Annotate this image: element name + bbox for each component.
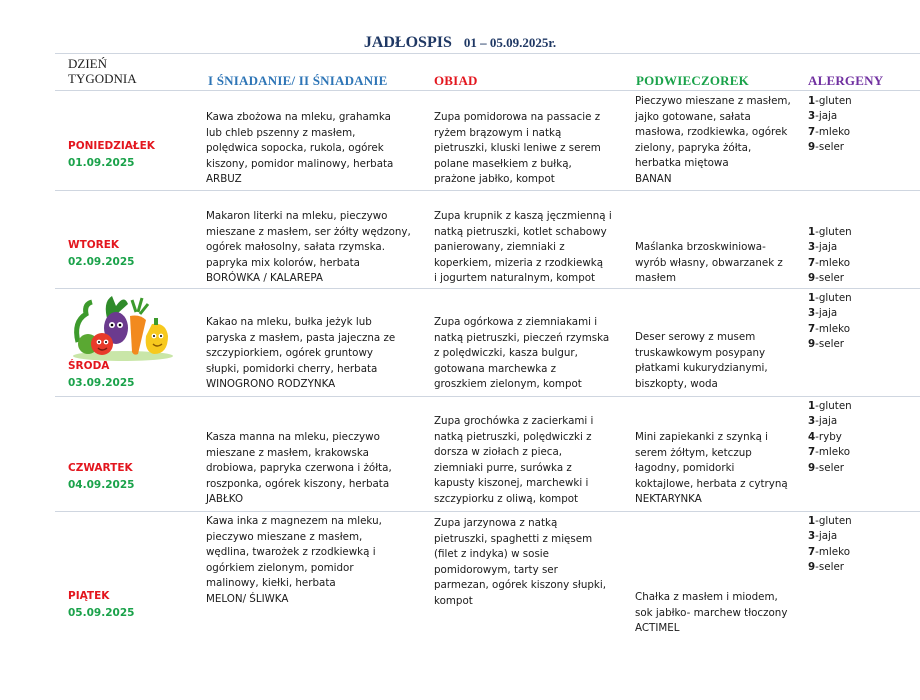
lunch-cell-line: panierowany, ziemniaki z [434,241,565,254]
lunch-cell [434,414,593,508]
breakfast-cell-line: roszponka, ogórek kiszony, herbata [206,477,390,490]
breakfast-cell [206,514,382,608]
lunch-cell [434,516,606,610]
breakfast-cell [206,315,395,393]
allergens-cell [808,399,852,476]
allergen-label: -seler [815,461,845,474]
divider [55,190,920,191]
lunch-cell [434,315,609,393]
lunch-cell-line: i jogurtem naturalnym, kompot [434,272,596,285]
allergen-item [808,291,852,306]
breakfast-cell-line: pieczywo mieszane z masłem, [206,530,363,543]
header-day-line2: TYGODNIA [68,71,137,86]
lunch-cell-line: pomidorowym, tarty ser [434,563,558,576]
allergen-item [808,445,852,460]
allergen-number: 1 [808,95,816,107]
breakfast-cell-line: mieszane z masłem, krakowska [206,446,369,459]
snack-cell-line: truskawkowym posypany [635,346,766,359]
breakfast-cell [206,110,393,188]
lunch-cell-line: Zupa grochówka z zacierkami i [434,415,594,427]
day-date: 01.09.2025 [68,157,135,169]
snack-cell-line: masłowa, rzodkiewka, ogórek [635,126,788,139]
divider [55,396,920,397]
day-cell [68,460,134,494]
snack-cell [635,590,787,637]
lunch-cell-line: (filet z indyka) w sosie [434,548,550,561]
snack-cell-line: Chałka z masłem i miodem, [635,591,778,603]
snack-cell-line: zielony, papryka żółta, [635,141,752,154]
breakfast-cell [206,430,392,508]
allergen-number: 9 [808,561,816,574]
allergens-cell [808,225,852,287]
lunch-cell-line: natką pietruszki, polędwiczki z [434,430,592,443]
snack-cell-line: sok jabłko- marchew tłoczony [635,606,788,619]
snack-cell-line: masłem [635,272,676,285]
allergen-number: 3 [808,530,816,543]
allergen-label: -gluten [815,95,852,107]
snack-cell-line: łagodny, pomidorki [635,462,735,475]
allergen-item [808,529,852,544]
allergen-item [808,322,852,337]
menu-dates: 01 – 05.09.2025r. [463,35,557,50]
breakfast-cell-line: mieszane z masłem, ser żółty wędzony, [206,225,411,238]
snack-cell-line: herbatka miętowa [635,157,729,170]
lunch-cell [434,209,612,287]
allergen-label: -jaja [815,530,838,543]
day-cell [68,588,134,622]
allergen-number: 9 [808,461,816,474]
allergen-number: 1 [808,515,816,527]
header-day-line1: DZIEŃ [68,56,107,71]
divider [55,288,920,289]
breakfast-cell-line: szczypiorkiem, ogórek gruntowy [206,347,373,360]
snack-cell-line: ACTIMEL [635,622,680,635]
lunch-cell-line: pietruszki, spaghetti z mięsem [434,532,593,545]
allergen-label: -gluten [815,400,852,412]
day-date: 04.09.2025 [68,479,135,491]
allergen-number: 9 [808,338,816,351]
allergen-item [808,306,852,321]
allergen-number: 7 [808,125,816,138]
allergen-item [808,125,852,140]
allergen-label: -gluten [815,515,852,527]
allergen-label: -seler [815,141,845,154]
breakfast-cell-line: ogórek małosolny, sałata rzymska. [206,241,385,254]
breakfast-cell-line: lub chleb pszenny z masłem, [206,126,356,139]
breakfast-cell-line: polędwica sopocka, rukola, ogórek [206,142,384,155]
allergen-number: 3 [808,415,816,428]
header-lunch: OBIAD [434,73,478,88]
lunch-cell-line: Zupa krupnik z kaszą jęczmienną i [434,210,612,222]
day-name: PIĄTEK [68,590,110,602]
day-date: 03.09.2025 [68,377,135,389]
snack-cell-line: Mini zapiekanki z szynką i [635,431,769,443]
allergen-label: -mleko [815,545,851,558]
day-cell [68,138,155,172]
snack-cell-line: NEKTARYNKA [635,493,702,506]
snack-cell-line: Deser serowy z musem [635,331,756,343]
breakfast-cell-line: wędlina, twarożek z rzodkiewką i [206,546,376,559]
breakfast-cell-line: BORÓWKA / KALAREPA [206,272,323,285]
allergen-number: 1 [808,226,816,238]
header-breakfast: I ŚNIADANIE/ II ŚNIADANIE [208,73,388,88]
day-date: 05.09.2025 [68,607,135,619]
lunch-cell-line: gotowana marchewka z [434,362,557,375]
allergen-number: 9 [808,141,816,154]
snack-cell-line: Pieczywo mieszane z masłem, [635,95,791,107]
allergen-item [808,545,852,560]
day-date: 02.09.2025 [68,256,135,268]
menu-title: JADŁOSPIS [363,34,452,51]
lunch-cell-line: Zupa pomidorowa na passacie z [434,111,601,123]
snack-cell-line: koktajlowe, herbata z cytryną [635,477,788,490]
allergen-number: 9 [808,272,816,285]
allergen-label: -gluten [815,226,852,238]
breakfast-cell-line: MELON/ ŚLIWKA [206,592,289,605]
day-name: CZWARTEK [68,462,133,474]
breakfast-cell-line: Makaron literki na mleku, pieczywo [206,210,388,222]
breakfast-cell-line: papryka mix kolorów, herbata [206,256,360,269]
page-title [0,34,920,52]
allergen-label: -ryby [815,430,842,443]
header-snack: PODWIECZOREK [636,73,749,88]
snack-cell-line: płatkami kukurydzianymi, [635,362,768,375]
allergen-item [808,399,852,414]
allergen-item [808,225,852,240]
allergen-label: -seler [815,272,845,285]
breakfast-cell-line: ogórkiem zielonym, pomidor [206,561,354,574]
lunch-cell-line: kompot [434,594,473,607]
allergen-item [808,109,852,124]
snack-cell-line: Maślanka brzoskwiniowa- [635,241,766,253]
lunch-cell-line: natką pietruszki, pieczeń rzymska [434,331,610,344]
breakfast-cell-line: Kasza manna na mleku, pieczywo [206,431,380,443]
allergen-item [808,414,852,429]
day-name: WTOREK [68,239,120,251]
allergen-label: -mleko [815,125,851,138]
allergen-label: -jaja [815,415,838,428]
allergen-number: 4 [808,430,816,443]
allergen-item [808,140,852,155]
divider [55,90,920,91]
allergen-number: 7 [808,545,816,558]
allergen-label: -mleko [815,446,851,459]
allergen-item [808,94,852,109]
snack-cell-line: biszkopty, woda [635,377,718,390]
lunch-cell [434,110,601,188]
snack-cell-line: serem żółtym, ketczup [635,446,752,459]
allergen-label: -jaja [815,241,838,254]
allergen-item [808,430,852,445]
lunch-cell-line: szczypiorku z oliwą, kompot [434,492,579,505]
allergen-number: 7 [808,256,816,269]
allergen-number: 3 [808,110,816,123]
day-name: ŚRODA [68,360,110,372]
breakfast-cell [206,209,411,287]
lunch-cell-line: dorsza w ziołach z pieca, [434,446,563,459]
allergen-number: 3 [808,307,816,320]
snack-cell [635,430,788,508]
lunch-cell-line: kapusty kiszonej, marchewki i [434,477,589,490]
divider [55,53,920,54]
day-cell [68,237,134,271]
day-cell [68,358,134,392]
allergen-item [808,256,852,271]
breakfast-cell-line: słupki, pomidorki cherry, herbata [206,362,378,375]
allergen-label: -mleko [815,322,851,335]
allergen-item [808,514,852,529]
lunch-cell-line: ziemniaki purre, surówka z [434,461,572,474]
header-day [68,56,137,86]
header-allergens: ALERGENY [808,73,884,88]
lunch-cell-line: Zupa ogórkowa z ziemniakami i [434,316,598,328]
lunch-cell-line: polane masełkiem z bułką, [434,157,572,170]
breakfast-cell-line: Kawa inka z magnezem na mleku, [206,515,382,527]
lunch-cell-line: parmezan, ogórek kiszony słupki, [434,579,607,592]
lunch-cell-line: z polędwiczki, kasza bulgur, [434,347,578,360]
breakfast-cell-line: Kakao na mleku, bułka jeżyk lub [206,316,372,328]
breakfast-cell-line: WINOGRONO RODZYNKA [206,378,336,391]
allergen-number: 3 [808,241,816,254]
allergen-label: -mleko [815,256,851,269]
breakfast-cell-line: kiszony, pomidor malinowy, herbata [206,157,394,170]
allergens-cell [808,514,852,576]
snack-cell [635,94,791,188]
divider [55,511,920,512]
allergen-item [808,560,852,575]
allergen-item [808,461,852,476]
lunch-cell-line: groszkiem zielonym, kompot [434,378,582,391]
lunch-cell-line: pietruszki, kluski leniwe z serem [434,142,601,155]
snack-cell-line: wyrób własny, obwarzanek z [635,256,783,269]
allergen-number: 7 [808,446,816,459]
breakfast-cell-line: malinowy, kiełki, herbata [206,577,336,590]
breakfast-cell-line: paryska z masłem, pasta jajeczna ze [206,331,396,344]
snack-cell-line: BANAN [635,172,672,185]
lunch-cell-line: koperkiem, mizeria z rzodkiewką [434,256,604,269]
lunch-cell-line: prażone jabłko, kompot [434,173,555,186]
allergen-label: -gluten [815,292,852,304]
allergen-item [808,240,852,255]
allergen-item [808,271,852,286]
allergen-label: -seler [815,338,845,351]
day-name: PONIEDZIAŁEK [68,140,155,152]
allergen-number: 1 [808,292,816,304]
snack-cell-line: jajko gotowane, sałata [635,110,751,123]
lunch-cell-line: natką pietruszki, kotlet schabowy [434,225,607,238]
snack-cell [635,330,768,392]
allergens-cell [808,291,852,353]
allergens-cell [808,94,852,156]
breakfast-cell-line: drobiowa, papryka czerwona i żółta, [206,462,392,475]
allergen-number: 1 [808,400,816,412]
allergen-number: 7 [808,322,816,335]
allergen-label: -seler [815,561,845,574]
allergen-label: -jaja [815,110,838,123]
breakfast-cell-line: ARBUZ [206,173,242,186]
snack-cell [635,240,783,287]
allergen-item [808,337,852,352]
vegetables-illustration-icon [68,292,178,362]
lunch-cell-line: Zupa jarzynowa z natką [434,517,558,529]
allergen-label: -jaja [815,307,838,320]
lunch-cell-line: ryżem brązowym i natką [434,126,562,139]
breakfast-cell-line: Kawa zbożowa na mleku, grahamka [206,111,391,123]
breakfast-cell-line: JABŁKO [206,493,244,506]
